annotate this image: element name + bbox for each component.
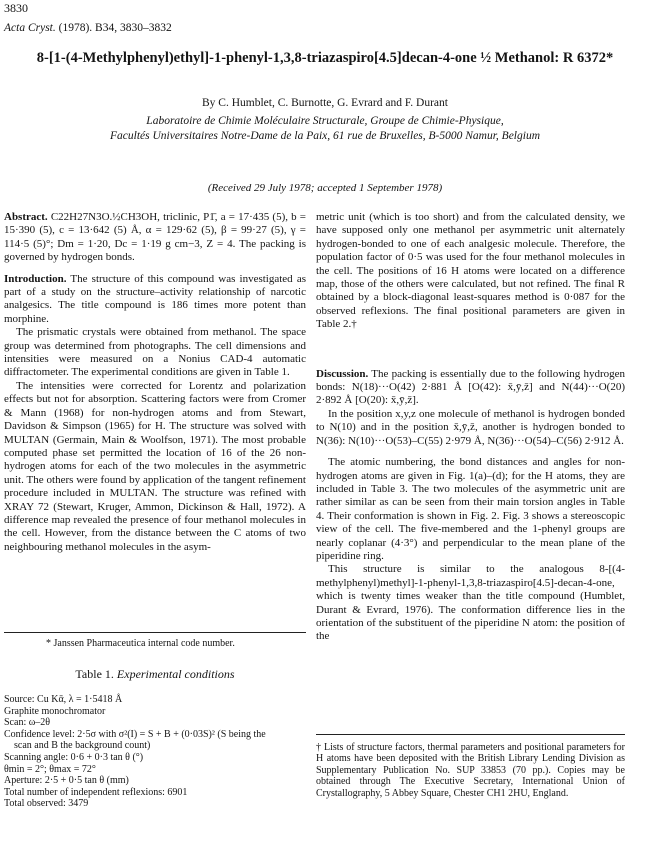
table1-row: θmin = 2°; θmax = 72° (4, 763, 96, 775)
introduction-paragraph-3: The intensities were corrected for Lorentz and polarization effects but not for absorption. Scattering factors were from Cromer & Mann (1968) for non-hydrogen atoms and from Stewart, Davidson & Simpson (1965) for H. The structure was solved with MULTAN (Germain, Main & Woolfson, 1971). The most probable computed phase set permitted the location of 16 of the 26 non-hydrogen atoms for each of the two molecules in the asymmetric unit. The others were found by application of the tangent refinement procedure included in MULTAN. The structure was refined with XRAY 72 (Stewart, Kruger, Ammon, Dickinson & Hall, 1972). A difference map revealed the presence of four methanol molecules in the cell. However, from the distance between the C atoms of two neighbouring methanol molecules in the asym- (4, 379, 306, 553)
introduction-text: The structure of this compound was investigated as part of a study on the structure–activity relationship of narcotic analgesics. The title compound is 186 times more potent than morphine. (4, 272, 306, 325)
introduction-paragraph-2: The prismatic crystals were obtained from methanol. The space group was determined from photographs. The cell dimensions and intensities were measured on a Nonius CAD-4 automatic diffractometer. The experimental conditions are given in Table 1. (4, 326, 306, 379)
table1-row: scan and B the background count) (14, 740, 151, 752)
discussion-heading: Discussion. (316, 367, 369, 380)
journal-reference (4, 22, 172, 34)
table1-title (4, 667, 306, 682)
footnote-divider-right (316, 734, 625, 735)
journal-name: Acta Cryst. (4, 22, 56, 34)
article-affiliation (0, 114, 650, 144)
discussion-paragraph-3: The atomic numbering, the bond distances and angles for non-hydrogen atoms are given in Fig. 1(a)–(d); for the H atoms, they are included in Table 3. The two molecules of the asymmetric unit are rather similar as can be seen from their main torsion angles in Table 4. Their conformation is shown in Fig. 2. Fig. 3 shows a stereoscopic view of the cell. The five-membered and the 1-phenyl groups are nearly coplanar (4·3°) and perpendicular to the mean plane of the piperidine ring. (316, 456, 625, 562)
affiliation-line-2: Facultés Universitaires Notre-Dame de la Paix, 61 rue de Bruxelles, B-5000 Namur, Belgium (110, 130, 540, 142)
table1-row: Confidence level: 2·5σ with σ²(I) = S + B + (0·03S)² (S being the (4, 728, 266, 740)
introduction-heading: Introduction. (4, 272, 67, 285)
footnote-divider-left (4, 632, 306, 633)
discussion-paragraph-2: In the position x,y,z one molecule of methanol is hydrogen bonded to N(10) and in the position x̄,ȳ,z̄, another is hydrogen bonded to N(36): N(10)···O(53)–C(55) 2·979 Å, N(36)···O(54)–C(56) 2·912 Å. (316, 407, 625, 447)
article-authors: By C. Humblet, C. Burnotte, G. Evrard and F. Durant (202, 97, 448, 109)
abstract-text: C22H27N3O.½CH3OH, triclinic, P1̄, a = 17·435 (5), b = 15·390 (5), c = 13·642 (5) Å, α = 129·62 (5), β = 99·27 (5), γ = 114·5 (5)°; Dm = 1·20, Dc = 1·19 g cm−3, Z = 4. The packing is governed by hydrogen bonds. (4, 211, 306, 264)
right-column (316, 211, 625, 644)
table1-row: Total number of independent reflexions: 6901 (4, 786, 188, 798)
table1-row: Scan: ω–2θ (4, 717, 51, 729)
received-dates: (Received 29 July 1978; accepted 1 September 1978) (207, 182, 443, 194)
abstract-heading: Abstract. (4, 211, 48, 223)
table1-row: Source: Cu Kᾱ, λ = 1·5418 Å (4, 694, 123, 705)
left-column (4, 211, 306, 554)
discussion-paragraph (316, 368, 625, 408)
article-title: 8-[1-(4-Methylphenyl)ethyl]-1-phenyl-1,3,8-triazaspiro[4.5]decan-4-one ½ Methanol: R 6372* (36, 50, 614, 66)
table1-caption: Experimental conditions (116, 667, 235, 681)
discussion-paragraph-4: This structure is similar to the analogous 8-[(4-methylphenyl)methyl]-1-phenyl-1,3,8-triazaspiro[4.5]-decan-4-one, which is twenty times weaker than the title compound (Humblet, Durant & Evrard, 1976). The conformation difference lies in the orientation of the substituent of the piperidine N atom: the position of the (316, 563, 625, 643)
footnote-janssen: * Janssen Pharmaceutica internal code number. (46, 638, 235, 649)
footnote-deposition: † Lists of structure factors, thermal parameters and positional parameters for H atoms have been deposited with the British Library Lending Division as Supplementary Publication No. SUP 33853 (70 pp.). Copies may be obtained through The Executive Secretary, International Union of Crystallography, 5 Abbey Square, Chester CH1 2HU, England. (316, 742, 625, 799)
journal-citation: (1978). B34, 3830–3832 (55, 22, 172, 34)
introduction-paragraph (4, 273, 306, 327)
table1-label: Table 1. (75, 667, 117, 681)
table1-row: Aperture: 2·5 + 0·5 tan θ (mm) (4, 775, 129, 787)
table1-conditions (4, 694, 306, 810)
table1-row: Graphite monochromator (4, 705, 106, 717)
page-number: 3830 (4, 1, 28, 15)
table1-row: Total observed: 3479 (4, 798, 89, 810)
affiliation-line-1: Laboratoire de Chimie Moléculaire Structurale, Groupe de Chimie-Physique, (146, 115, 504, 127)
discussion-text: The packing is essentially due to the following hydrogen bonds: N(18)···O(42) 2·881 Å [O(42): x̄,ȳ,z̄] and N(44)···O(20) 2·892 Å [O(20): x̄,ȳ,z̄]. (316, 367, 625, 407)
table1-row: Scanning angle: 0·6 + 0·3 tan θ (°) (4, 751, 144, 763)
abstract-paragraph (4, 211, 306, 265)
refinement-paragraph: metric unit (which is too short) and from the calculated density, we have supposed only one methanol per asymmetric unit alternately hydrogen-bonded to one of each analgesic molecule. Therefore, the population factor of 0·5 was used for the four methanol molecules in the cell. The positions of 16 H atoms were located on a difference map, those of the others were calculated, but not refined. The final R obtained by a block-diagonal least-squares method is 0·087 for the observed reflexions. The final positional parameters are given in Table 2.† (316, 211, 625, 331)
